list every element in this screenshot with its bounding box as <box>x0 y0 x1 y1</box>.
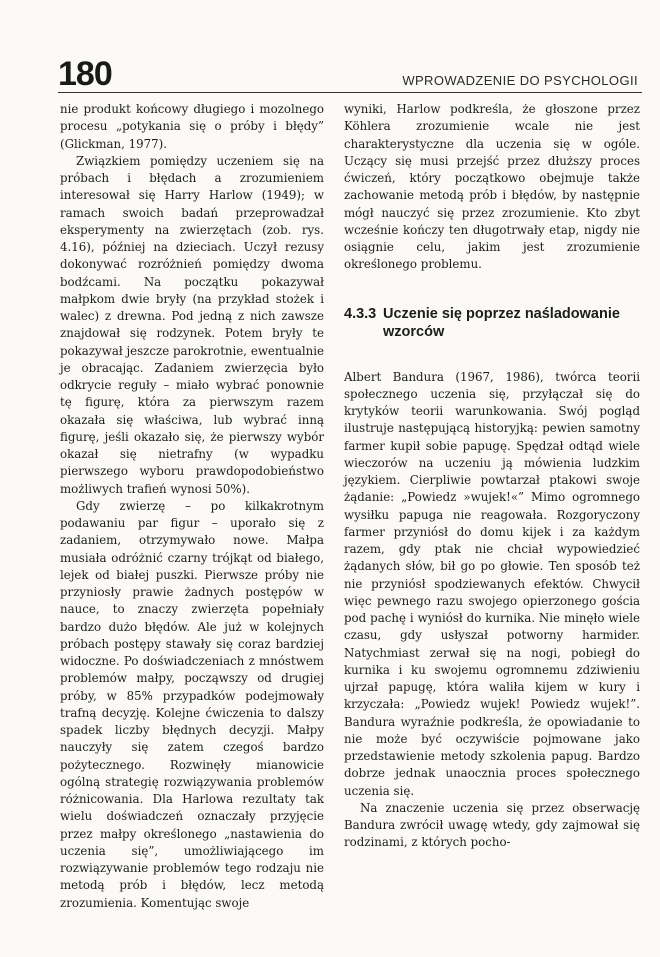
section-number: 4.3.3 <box>344 305 377 322</box>
section-title: Uczenie się poprzez naśladowanie wzorców <box>383 305 620 340</box>
header-rule <box>58 92 642 93</box>
section-heading <box>344 305 640 341</box>
running-head-title: WPROWADZENIE DO PSYCHOLOGII <box>402 73 638 88</box>
paragraph: nie produkt końcowy długiego i mozolnego procesu „potykania się o próby i błędy” (Glickman, 1977). <box>60 102 324 151</box>
paragraph: wyniki, Harlow podkreśla, że głoszone przez Köhlera zrozumienie wcale nie jest charakterystyczne dla uczenia się w ogóle. Uczący się musi przejść przez dłuższy proces ćwiczeń, który początkowo obejmuje także zachowanie metodą prób i błędów, by następnie mógł nauczyć się przez zrozumienie. Kto zbyt wcześnie kończy ten długotrwały etap, nigdy nie osiągnie celu, jakim jest zrozumienie określonego problemu. <box>344 102 640 272</box>
paragraph: Albert Bandura (1967, 1986), twórca teorii społecznego uczenia się, przyłączał się do krytyków teorii warunkowania. Swój pogląd ilustruje następującą historyjką: pewien samotny farmer kupił sobie papugę. Spędzał odtąd wiele wieczorów na uczeniu ją mówienia ludzkim językiem. Cierpliwie powtarzał ptakowi swoje żądanie: „Powiedz »wujek!«” Mimo ogromnego wysiłku papuga nie reagowała. Rozgoryczony farmer przyniósł do domu kijek i za każdym razem, gdy ptak nie chciał wypowiedzieć żądanych słów, bił go po głowie. Ten sposób też nie przyniósł spodziewanych efektów. Chwycił więc pewnego razu swojego opierzonego gościa pod pachę i wyniósł do kurnika. Nie minęło wiele czasu, gdy usłyszał potworny harmider. Natychmiast zerwał się na nogi, pobiegł do kurnika i ku swojemu ogromnemu zdziwieniu ujrzał papugę, która waliła kijem w kury i krzyczała: „Powiedz wujek! Powiedz wujek!”. Bandura wyraźnie podkreśla, że opowiadanie to nie może być oczywiście pojmowane jako przedstawienie metody szkolenia papug. Bardzo dobrze jednak unaocznia proces społecznego uczenia się. <box>344 369 640 798</box>
right-column <box>344 101 640 852</box>
left-column <box>60 101 324 912</box>
page-number: 180 <box>58 55 112 93</box>
paragraph: Na znaczenie uczenia się przez obserwację Bandura zwrócił uwagę wtedy, gdy zajmował się rodzinami, z których pocho- <box>344 800 640 850</box>
paragraph: Związkiem pomiędzy uczeniem się na próbach i błędach a zrozumieniem interesował się Harry Harlow (1949); w ramach swoich badań przeprowadzał eksperymenty na zwierzętach (zob. rys. 4.16), później na dzieciach. Uczył rezusy dokonywać rozróżnień pomiędzy dwoma bodźcami. Na początku pokazywał małpkom dwie bryły (na przykład stożek i walec) z drewna. Pod jedną z nich zawsze znajdował się rodzynek. Potem bryły te pokazywał jeszcze parokrotnie, ewentualnie je obracając. Zadaniem zwierzęcia było odkrycie reguły – miało wybrać ponownie tę figurę, która za pierwszym razem okazała się właściwa, lub wybrać inną figurę, jeśli okazało się, że pierwszy wybór okazał się nietrafny (w wypadku pierwszego wyboru prawdopodobieństwo możliwych trafień wynosi 50%). <box>60 153 324 496</box>
paragraph: Gdy zwierzę – po kilkakrotnym podawaniu par figur – uporało się z zadaniem, otrzymywało nowe. Małpa musiała odróżnić czarny trójkąt od białego, lejek od białej puszki. Pierwsze próby nie przyniosły prawie żadnych postępów w nauce, to znaczy zwierzęta popełniały bardzo dużo błędów. Ale już w kolejnych próbach postępy stawały się coraz bardziej widoczne. Po doświadczeniach z mnóstwem problemów małpy, począwszy od drugiej próby, w 85% przypadków podejmowały trafną decyzję. Kolejne ćwiczenia to dalszy spadek liczby błędnych decyzji. Małpy nauczyły się zatem czegoś bardzo pożytecznego. Rozwinęły mianowicie ogólną strategię rozwiązywania problemów różnicowania. Dla Harlowa rezultaty tak wielu doświadczeń oznaczały przyjęcie przez małpy określonego „nastawienia do uczenia się”, umożliwiającego im rozwiązywanie problemów tego rodzaju nie metodą prób i błędów, lecz metodą zrozumienia. Komentując swoje <box>60 498 324 910</box>
